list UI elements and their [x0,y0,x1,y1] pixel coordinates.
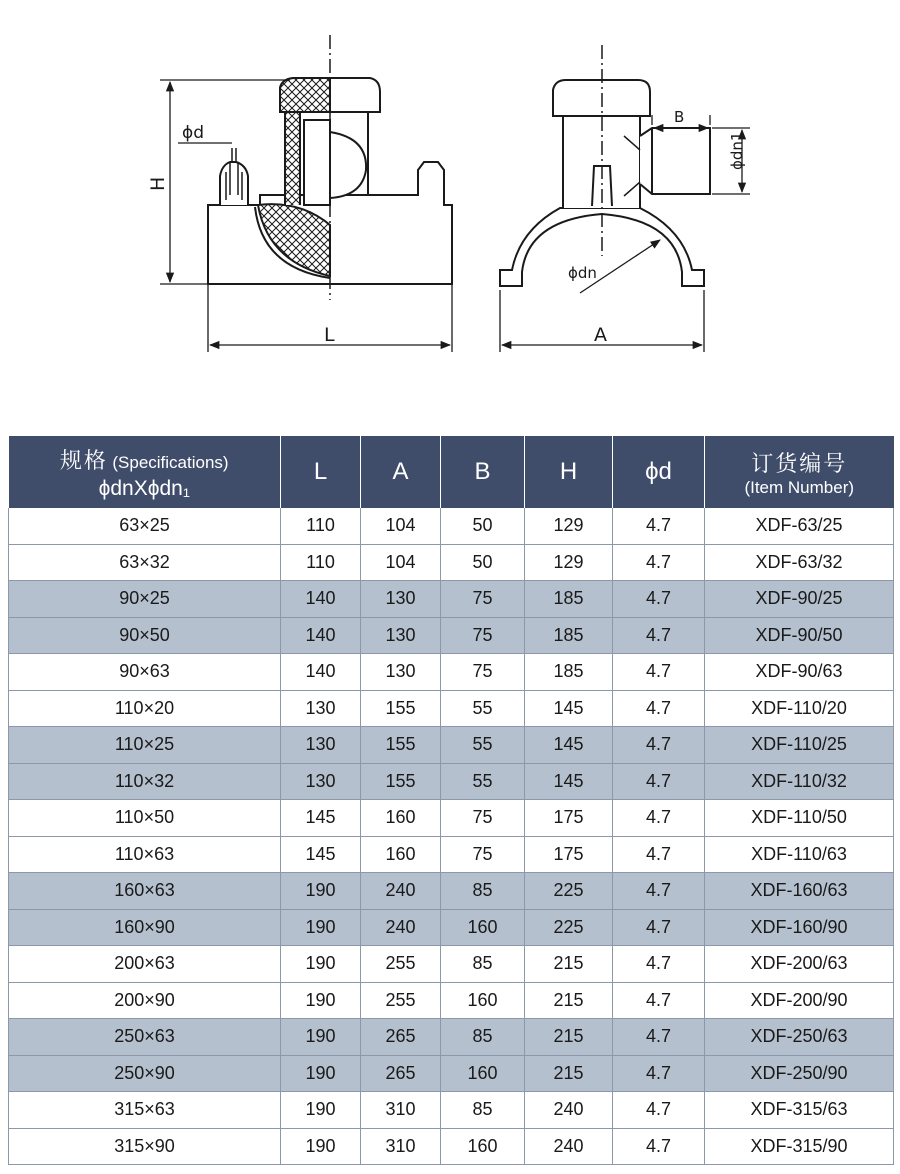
table-row [9,690,894,727]
cell-spec: 63×32 [9,544,281,581]
table-row [9,508,894,544]
header-L [281,436,361,508]
cell-spec: 200×90 [9,982,281,1019]
cell-d: 4.7 [613,581,705,618]
cell-A: 130 [361,654,441,691]
cell-d: 4.7 [613,763,705,800]
front-view [500,45,710,286]
side-view [208,35,452,300]
cell-H: 215 [525,982,613,1019]
table-row [9,544,894,581]
cell-B: 85 [441,946,525,983]
cell-L: 190 [281,946,361,983]
cell-d: 4.7 [613,982,705,1019]
cell-A: 310 [361,1128,441,1165]
cell-L: 190 [281,1128,361,1165]
cell-H: 215 [525,946,613,983]
cell-B: 160 [441,909,525,946]
cell-B: 50 [441,508,525,544]
cell-B: 55 [441,763,525,800]
cell-spec: 315×90 [9,1128,281,1165]
cell-L: 190 [281,909,361,946]
technical-drawing [0,0,900,400]
cell-spec: 110×63 [9,836,281,873]
cell-B: 75 [441,800,525,837]
table-row [9,909,894,946]
cell-H: 185 [525,581,613,618]
cell-spec: 160×90 [9,909,281,946]
cell-H: 225 [525,909,613,946]
header-A-label: A [392,458,409,485]
cell-L: 190 [281,1019,361,1056]
cell-H: 175 [525,800,613,837]
cell-B: 160 [441,1055,525,1092]
dim-label-phi-dn: ϕdn [568,264,597,282]
cell-A: 155 [361,727,441,764]
cell-B: 55 [441,727,525,764]
header-B [441,436,525,508]
cell-H: 145 [525,763,613,800]
cell-H: 145 [525,727,613,764]
cell-H: 185 [525,654,613,691]
cell-H: 129 [525,508,613,544]
cell-H: 185 [525,617,613,654]
header-spec-formula: ϕdnXϕdn₁ [98,476,190,500]
table-row [9,946,894,983]
cell-A: 240 [361,909,441,946]
cell-d: 4.7 [613,909,705,946]
table-header-row [9,436,894,508]
cell-L: 190 [281,982,361,1019]
cell-d: 4.7 [613,617,705,654]
cell-A: 265 [361,1055,441,1092]
cell-d: 4.7 [613,873,705,910]
cell-item: XDF-200/90 [705,982,894,1019]
cell-item: XDF-200/63 [705,946,894,983]
cell-spec: 110×50 [9,800,281,837]
cell-spec: 160×63 [9,873,281,910]
cell-spec: 90×50 [9,617,281,654]
cell-item: XDF-90/63 [705,654,894,691]
cell-B: 50 [441,544,525,581]
header-spec-en: (Specifications) [112,452,229,472]
table-row [9,763,894,800]
cell-B: 85 [441,1092,525,1129]
cell-B: 75 [441,654,525,691]
table-row [9,1055,894,1092]
cell-H: 175 [525,836,613,873]
cell-item: XDF-110/32 [705,763,894,800]
cell-A: 265 [361,1019,441,1056]
cell-H: 225 [525,873,613,910]
cell-item: XDF-250/90 [705,1055,894,1092]
cell-item: XDF-315/63 [705,1092,894,1129]
cell-L: 140 [281,654,361,691]
cell-d: 4.7 [613,1019,705,1056]
cell-L: 130 [281,763,361,800]
dim-label-phi-d: ϕd [182,123,205,143]
cell-B: 75 [441,617,525,654]
header-H [525,436,613,508]
cell-spec: 250×63 [9,1019,281,1056]
header-item-en: (Item Number) [744,477,855,497]
cell-A: 310 [361,1092,441,1129]
cell-B: 85 [441,1019,525,1056]
table-row [9,1128,894,1165]
header-L-label: L [313,458,328,485]
cell-item: XDF-110/20 [705,690,894,727]
cell-d: 4.7 [613,654,705,691]
table-row [9,581,894,618]
cell-spec: 315×63 [9,1092,281,1129]
dim-label-B: B [674,108,685,126]
header-d [613,436,705,508]
spec-table [8,436,894,1165]
table-row [9,617,894,654]
table-row [9,1019,894,1056]
cell-H: 145 [525,690,613,727]
table-row [9,727,894,764]
header-spec-cn: 规格 [59,448,108,474]
cell-spec: 250×90 [9,1055,281,1092]
cell-spec: 63×25 [9,508,281,544]
cell-d: 4.7 [613,544,705,581]
cell-spec: 90×25 [9,581,281,618]
table-row [9,873,894,910]
cell-spec: 110×32 [9,763,281,800]
cell-B: 160 [441,982,525,1019]
cell-spec: 110×20 [9,690,281,727]
cell-d: 4.7 [613,800,705,837]
header-item [705,436,894,508]
cell-A: 104 [361,508,441,544]
cell-spec: 200×63 [9,946,281,983]
cell-A: 240 [361,873,441,910]
cell-spec: 90×63 [9,654,281,691]
cell-L: 145 [281,836,361,873]
header-B-label: B [474,458,491,485]
cell-A: 160 [361,800,441,837]
cell-B: 55 [441,690,525,727]
cell-L: 130 [281,690,361,727]
cell-d: 4.7 [613,946,705,983]
cell-item: XDF-110/25 [705,727,894,764]
cell-H: 215 [525,1019,613,1056]
cell-item: XDF-250/63 [705,1019,894,1056]
cell-d: 4.7 [613,508,705,544]
cell-L: 110 [281,544,361,581]
cell-item: XDF-160/90 [705,909,894,946]
dim-label-L: L [324,324,335,346]
cell-A: 130 [361,617,441,654]
cell-spec: 110×25 [9,727,281,764]
cell-L: 190 [281,1055,361,1092]
cell-d: 4.7 [613,1092,705,1129]
cell-L: 140 [281,617,361,654]
cell-B: 75 [441,581,525,618]
cell-A: 155 [361,690,441,727]
cell-d: 4.7 [613,1055,705,1092]
cell-item: XDF-90/50 [705,617,894,654]
cell-A: 130 [361,581,441,618]
cell-item: XDF-315/90 [705,1128,894,1165]
cell-item: XDF-110/50 [705,800,894,837]
cell-A: 104 [361,544,441,581]
cell-item: XDF-63/32 [705,544,894,581]
header-item-cn: 订货编号 [751,451,848,477]
cell-A: 255 [361,946,441,983]
cell-item: XDF-110/63 [705,836,894,873]
cell-A: 255 [361,982,441,1019]
cell-L: 110 [281,508,361,544]
cell-B: 75 [441,836,525,873]
cell-H: 215 [525,1055,613,1092]
table-row [9,836,894,873]
cell-L: 190 [281,873,361,910]
header-spec [9,436,281,508]
cell-H: 129 [525,544,613,581]
header-H-label: H [559,458,578,485]
cell-L: 190 [281,1092,361,1129]
cell-item: XDF-63/25 [705,508,894,544]
cell-item: XDF-160/63 [705,873,894,910]
cell-H: 240 [525,1092,613,1129]
cell-d: 4.7 [613,836,705,873]
dim-label-H: H [147,176,169,191]
dim-label-phi-dn1: ϕdn1 [728,131,746,170]
table-row [9,982,894,1019]
cell-d: 4.7 [613,727,705,764]
table-row [9,800,894,837]
cell-d: 4.7 [613,1128,705,1165]
cell-L: 130 [281,727,361,764]
dim-label-A: A [594,324,607,346]
table-row [9,1092,894,1129]
cell-B: 160 [441,1128,525,1165]
cell-item: XDF-90/25 [705,581,894,618]
header-A [361,436,441,508]
cell-B: 85 [441,873,525,910]
cell-L: 145 [281,800,361,837]
cell-L: 140 [281,581,361,618]
cell-A: 155 [361,763,441,800]
table-row [9,654,894,691]
header-d-label: ϕd [645,458,672,485]
cell-d: 4.7 [613,690,705,727]
cell-A: 160 [361,836,441,873]
cell-H: 240 [525,1128,613,1165]
